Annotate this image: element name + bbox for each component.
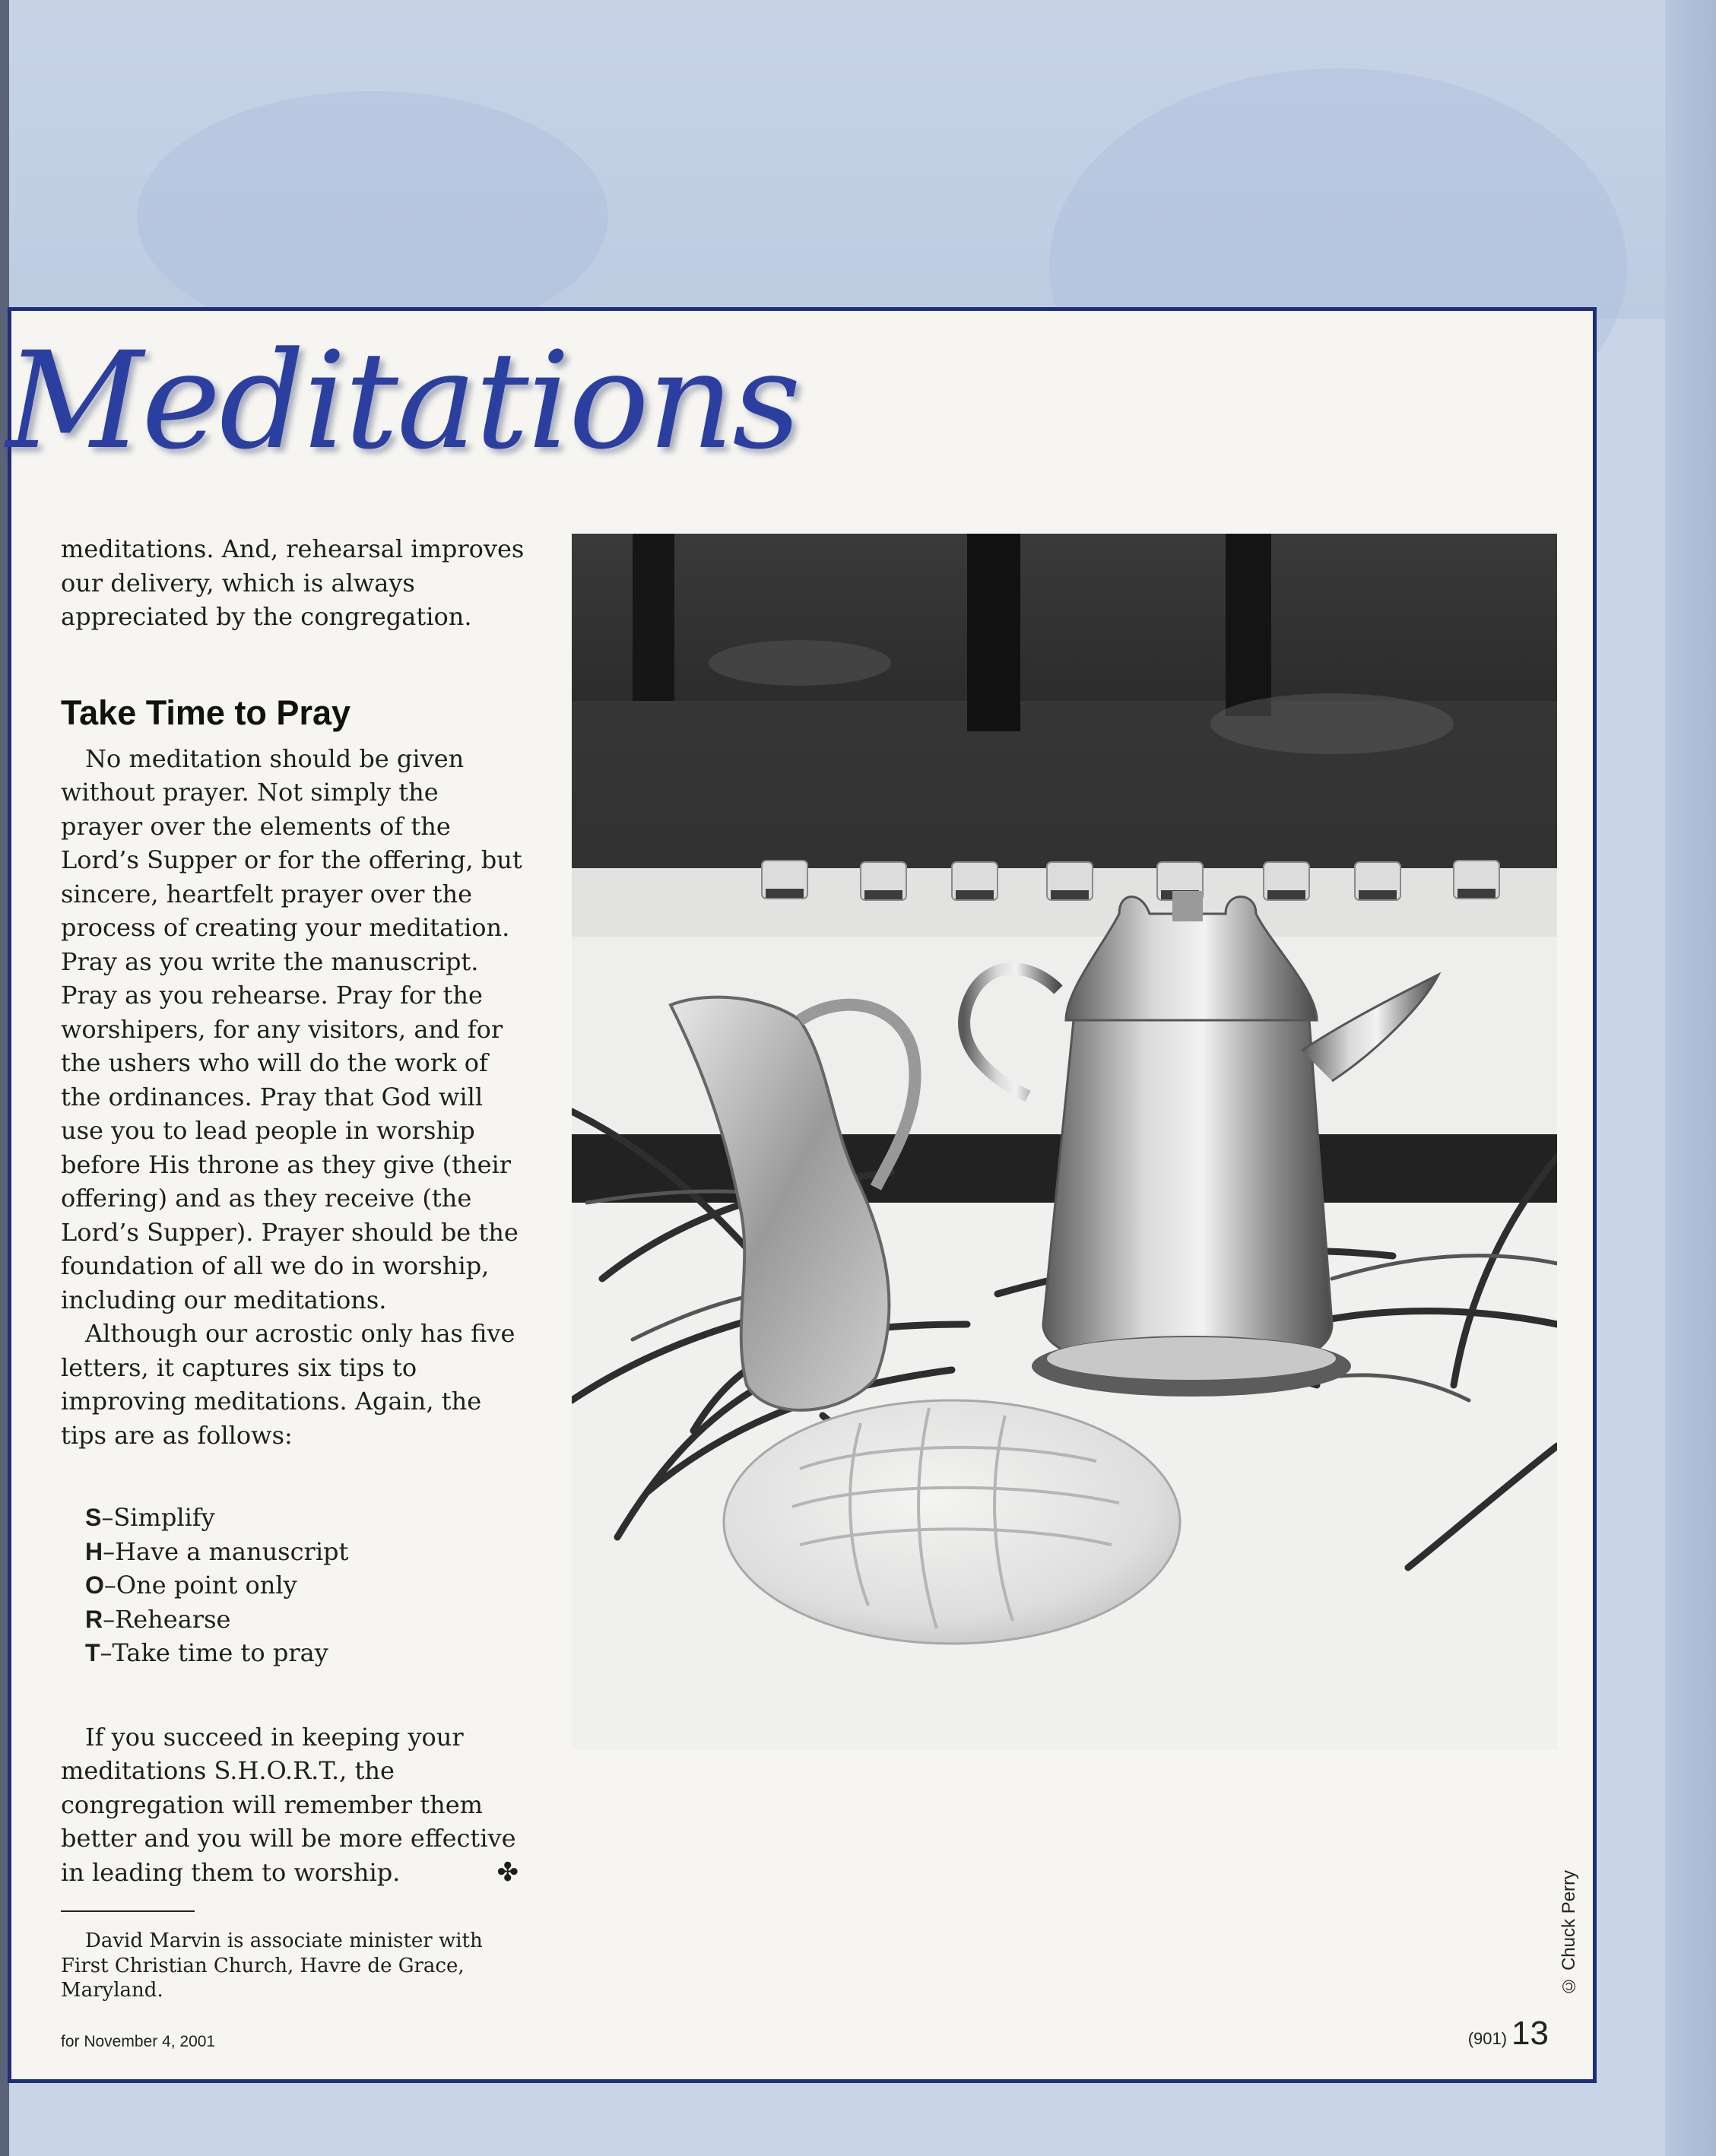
page-title: Meditations — [6, 323, 800, 479]
end-mark-icon: ✤ — [496, 1856, 519, 1888]
issue-date: for November 4, 2001 — [61, 2033, 216, 2050]
tip-letter: O — [85, 1571, 104, 1599]
background-decoration — [137, 91, 608, 342]
tip-text: –Take time to pray — [100, 1638, 328, 1667]
photo-credit: © Chuck Perry — [1559, 1870, 1579, 1996]
tip-text: –Rehearse — [103, 1604, 231, 1634]
tip-letter: S — [85, 1504, 102, 1531]
page-code: (901) — [1467, 2029, 1508, 2048]
page-edge — [1665, 0, 1716, 2156]
list-item — [85, 1501, 525, 1535]
author-bio: David Marvin is associate minister with First Christian Church, Havre de Grace, Maryland. — [61, 1929, 483, 2002]
list-item — [85, 1535, 525, 1569]
tips-list — [85, 1501, 525, 1670]
tip-text: –Have a manuscript — [103, 1536, 349, 1566]
tip-letter: H — [85, 1537, 103, 1565]
tip-text: –Simplify — [101, 1503, 215, 1532]
page-number: 13 — [1511, 2015, 1549, 2052]
closing-text: If you succeed in keeping your meditations S.H.O.R.T., the congregation will remember them better and you will be more effective in leading them to worship. — [61, 1722, 516, 1887]
communion-photo — [572, 534, 1557, 1750]
photo-illustration — [572, 534, 1557, 1750]
tip-letter: R — [85, 1605, 103, 1633]
closing-paragraph — [61, 1720, 525, 1890]
intro-paragraph: meditations. And, rehearsal improves our delivery, which is always appreciated by the congregation. — [61, 534, 525, 631]
tip-letter: T — [85, 1639, 100, 1666]
body-paragraph: Although our acrostic only has five letters, it captures six tips to improving meditations. Again, the tips are as follows: — [61, 1319, 515, 1450]
list-item — [85, 1636, 525, 1670]
page-number-block — [1468, 2015, 1549, 2053]
divider — [61, 1910, 195, 1912]
article-text-column — [61, 532, 525, 2003]
tip-text: –One point only — [103, 1571, 297, 1600]
body-paragraph: No meditation should be given without prayer. Not simply the prayer over the elements of the Lord’s Supper or for the offering, but sincere, heartfelt prayer over the process of creating your meditation. Pray as you write the manuscript. Pray as you rehearse. Pray for the worshipers, for any visitors, and for the ushers who will do the work of the ordinances. Pray that God will use you to lead people in worship before His throne as they give (their offering) and as they receive (the Lord’s Supper). Prayer should be the foundation of all we do in worship, including our meditations. — [61, 744, 522, 1314]
list-item — [85, 1568, 525, 1603]
section-heading: Take Time to Pray — [61, 693, 351, 732]
list-item — [85, 1603, 525, 1637]
